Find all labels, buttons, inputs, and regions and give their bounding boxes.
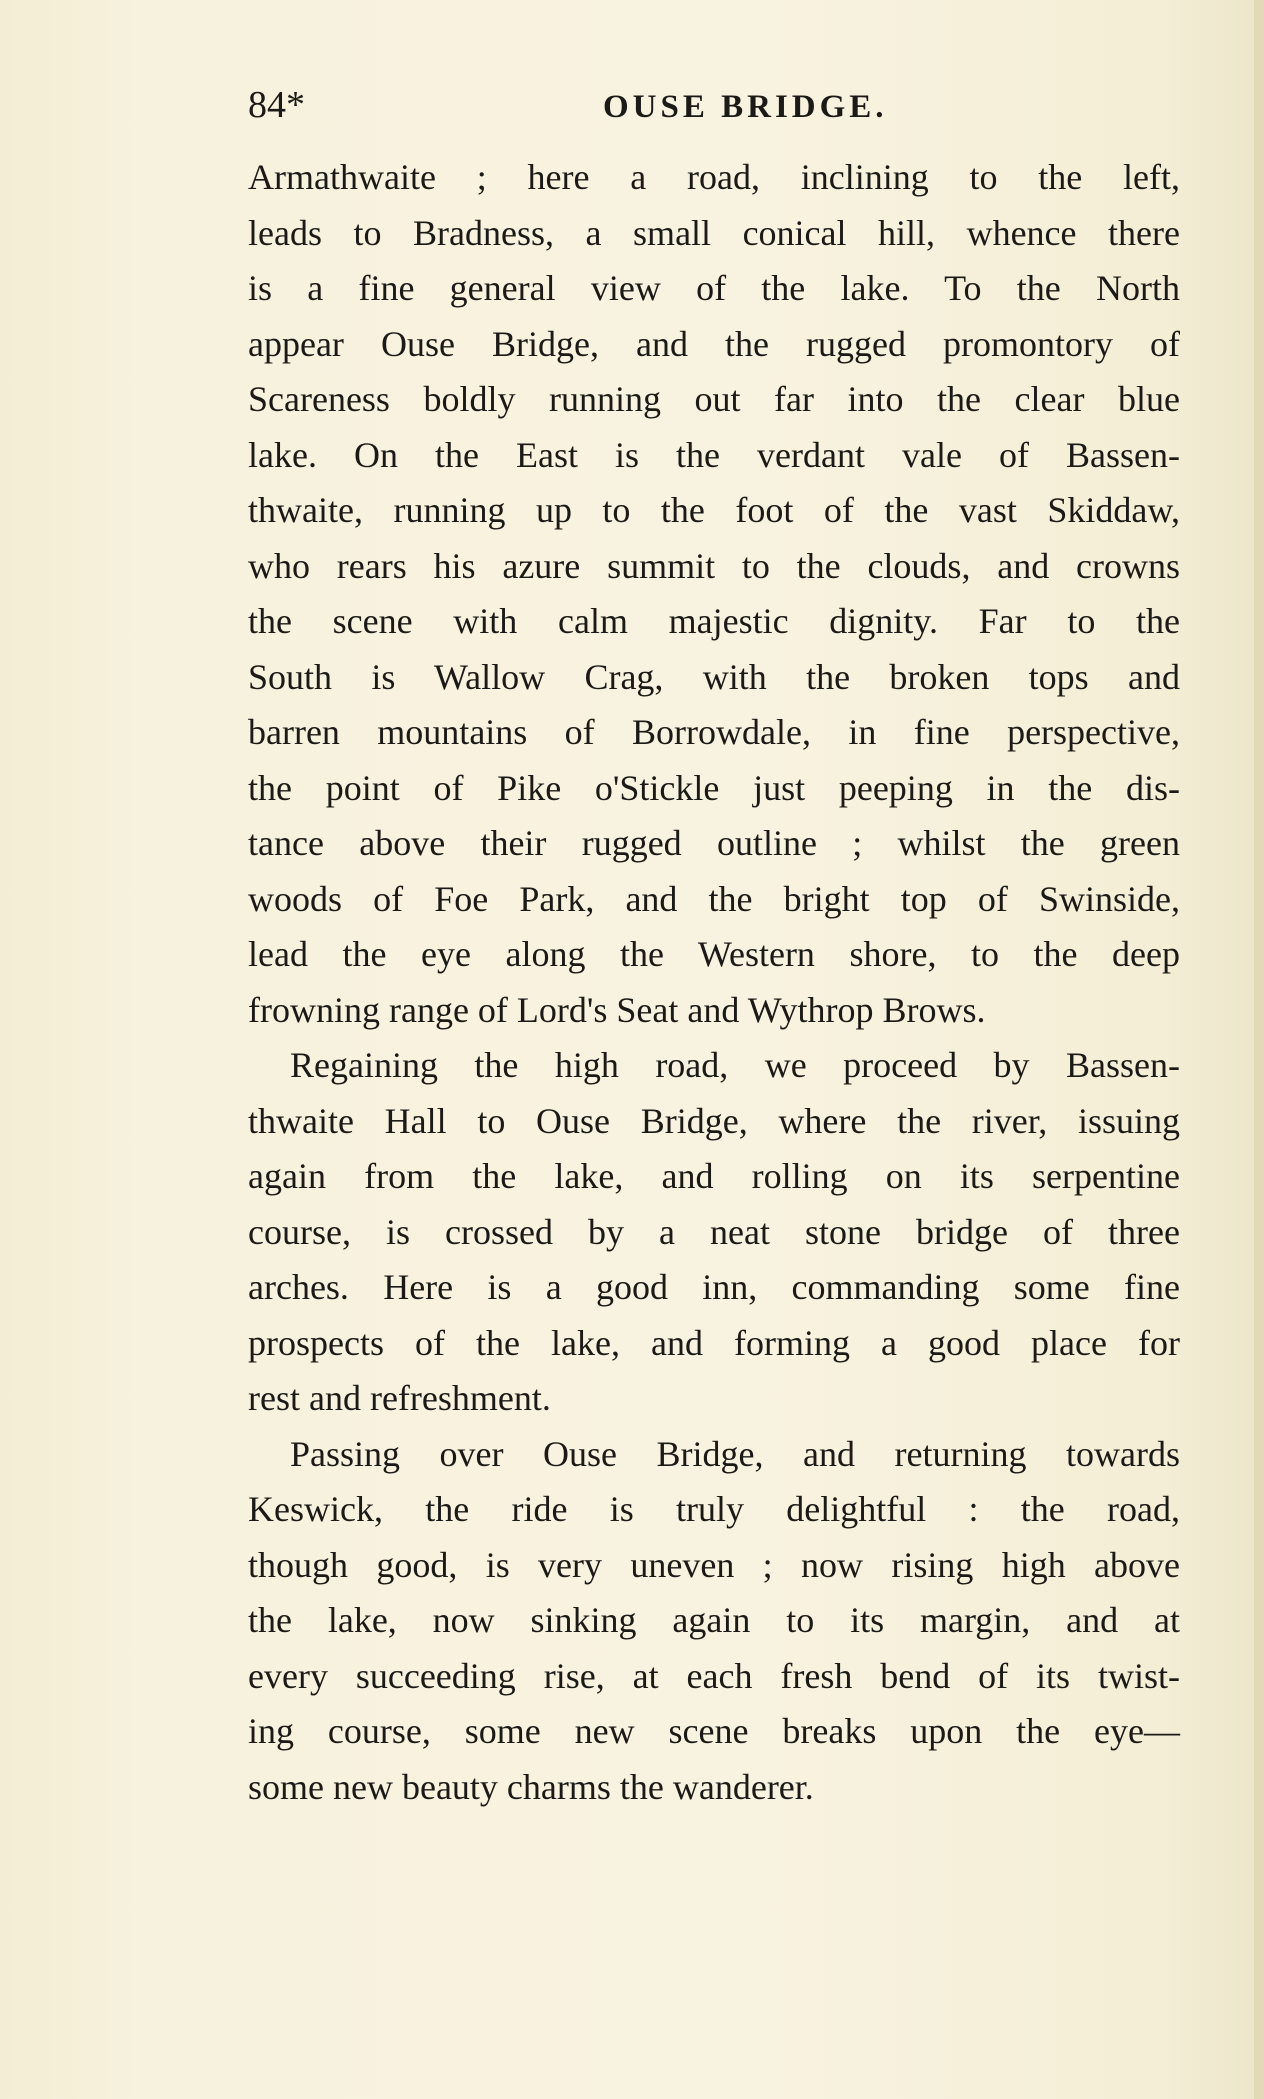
text-line: every succeeding rise, at each fresh bend of its twist- [248, 1655, 1180, 1696]
text-line: South is Wallow Crag, with the broken tops and [248, 656, 1180, 697]
running-head [248, 80, 1180, 130]
text-line: tance above their rugged outline ; whilst the green [248, 823, 1180, 863]
text-line: thwaite, running up to the foot of the vast Skiddaw, [248, 490, 1180, 530]
paragraph-start-line: Passing over Ouse Bridge, and returning towards [290, 1433, 1180, 1474]
paragraph-start-line: Regaining the high road, we proceed by Bassen- [290, 1045, 1180, 1085]
running-title: OUSE BRIDGE. [603, 89, 888, 125]
text-line: prospects of the lake, and forming a good place for [248, 1322, 1180, 1363]
text-line: the scene with calm majestic dignity. Far to the [248, 601, 1180, 641]
text-line: barren mountains of Borrowdale, in fine perspective, [248, 712, 1180, 752]
text-line: Scareness boldly running out far into the clear blue [248, 379, 1180, 419]
text-line: lead the eye along the Western shore, to the deep [248, 934, 1180, 974]
text-line: who rears his azure summit to the clouds, and crowns [248, 545, 1180, 586]
page-edge [1254, 0, 1264, 2099]
text-line: rest and refreshment. [248, 1378, 551, 1418]
page-number: 84* [248, 84, 305, 126]
text-line: is a fine general view of the lake. To the North [248, 268, 1180, 308]
text-line: though good, is very uneven ; now rising high above [248, 1544, 1180, 1585]
text-line: Armathwaite ; here a road, inclining to the left, [248, 157, 1180, 197]
text-line: the lake, now sinking again to its margin, and at [248, 1600, 1180, 1640]
text-line: lake. On the East is the verdant vale of Bassen- [248, 434, 1180, 475]
body-text [248, 150, 1180, 1815]
text-line: thwaite Hall to Ouse Bridge, where the river, issuing [248, 1100, 1180, 1141]
text-line: the point of Pike o'Stickle just peeping in the dis- [248, 767, 1180, 808]
text-line: appear Ouse Bridge, and the rugged promontory of [248, 323, 1180, 364]
text-line: arches. Here is a good inn, commanding some fine [248, 1267, 1180, 1307]
text-line: leads to Bradness, a small conical hill, whence there [248, 212, 1180, 253]
text-line: ing course, some new scene breaks upon the eye— [248, 1711, 1180, 1751]
text-line: Keswick, the ride is truly delightful : the road, [248, 1489, 1180, 1529]
text-line: some new beauty charms the wanderer. [248, 1766, 814, 1807]
text-line: frowning range of Lord's Seat and Wythrop Brows. [248, 989, 986, 1030]
text-line: course, is crossed by a neat stone bridge of three [248, 1211, 1180, 1252]
text-line: woods of Foe Park, and the bright top of Swinside, [248, 878, 1180, 919]
text-line: again from the lake, and rolling on its serpentine [248, 1156, 1180, 1196]
